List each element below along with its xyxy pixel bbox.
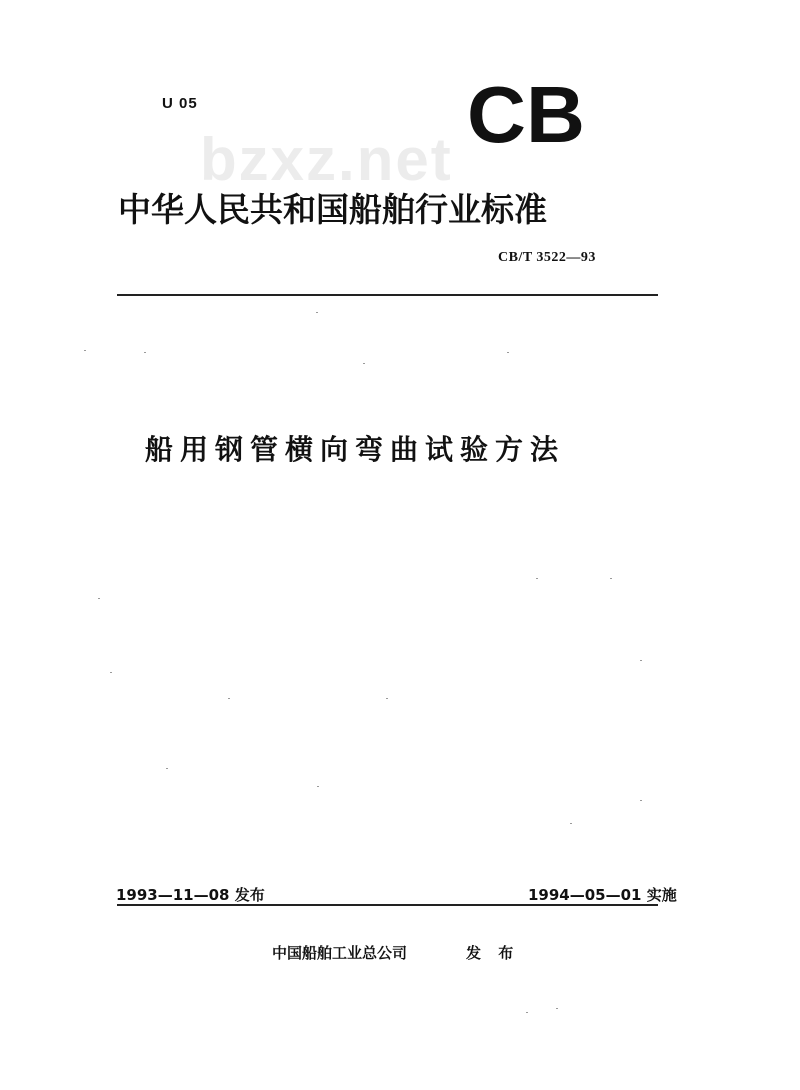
implementation-date: 1994—05—01 实施 [528, 886, 677, 904]
scan-speck [98, 598, 100, 599]
scan-speck [84, 350, 86, 351]
scan-speck [570, 823, 572, 824]
scan-speck [144, 352, 146, 353]
footer-divider [117, 904, 658, 906]
classification-code: U 05 [162, 95, 198, 112]
publish-label: 发 布 [466, 944, 520, 962]
watermark: bzxz.net [200, 126, 453, 193]
scan-speck [386, 698, 388, 699]
scan-speck [363, 363, 365, 364]
header-divider [117, 294, 658, 296]
publisher-name: 中国船舶工业总公司 [272, 944, 408, 962]
scan-speck [166, 768, 168, 769]
scan-speck [640, 660, 642, 661]
document-title: 船用钢管横向弯曲试验方法 [145, 433, 566, 466]
scan-speck [536, 578, 538, 579]
cb-logo [464, 76, 588, 148]
scan-speck [317, 786, 319, 787]
scan-speck [640, 800, 642, 801]
standard-body-title: 中华人民共和国船舶行业标准 [118, 190, 547, 229]
cb-logo-text: CB [467, 76, 585, 148]
scan-speck [316, 312, 318, 313]
standard-number: CB/T 3522—93 [498, 250, 596, 265]
issue-date: 1993—11—08 发布 [116, 886, 265, 904]
scan-speck [556, 1008, 558, 1009]
scan-speck [610, 578, 612, 579]
scan-speck [526, 1012, 528, 1013]
scan-speck [507, 352, 509, 353]
scan-speck [228, 698, 230, 699]
scan-speck [110, 672, 112, 673]
